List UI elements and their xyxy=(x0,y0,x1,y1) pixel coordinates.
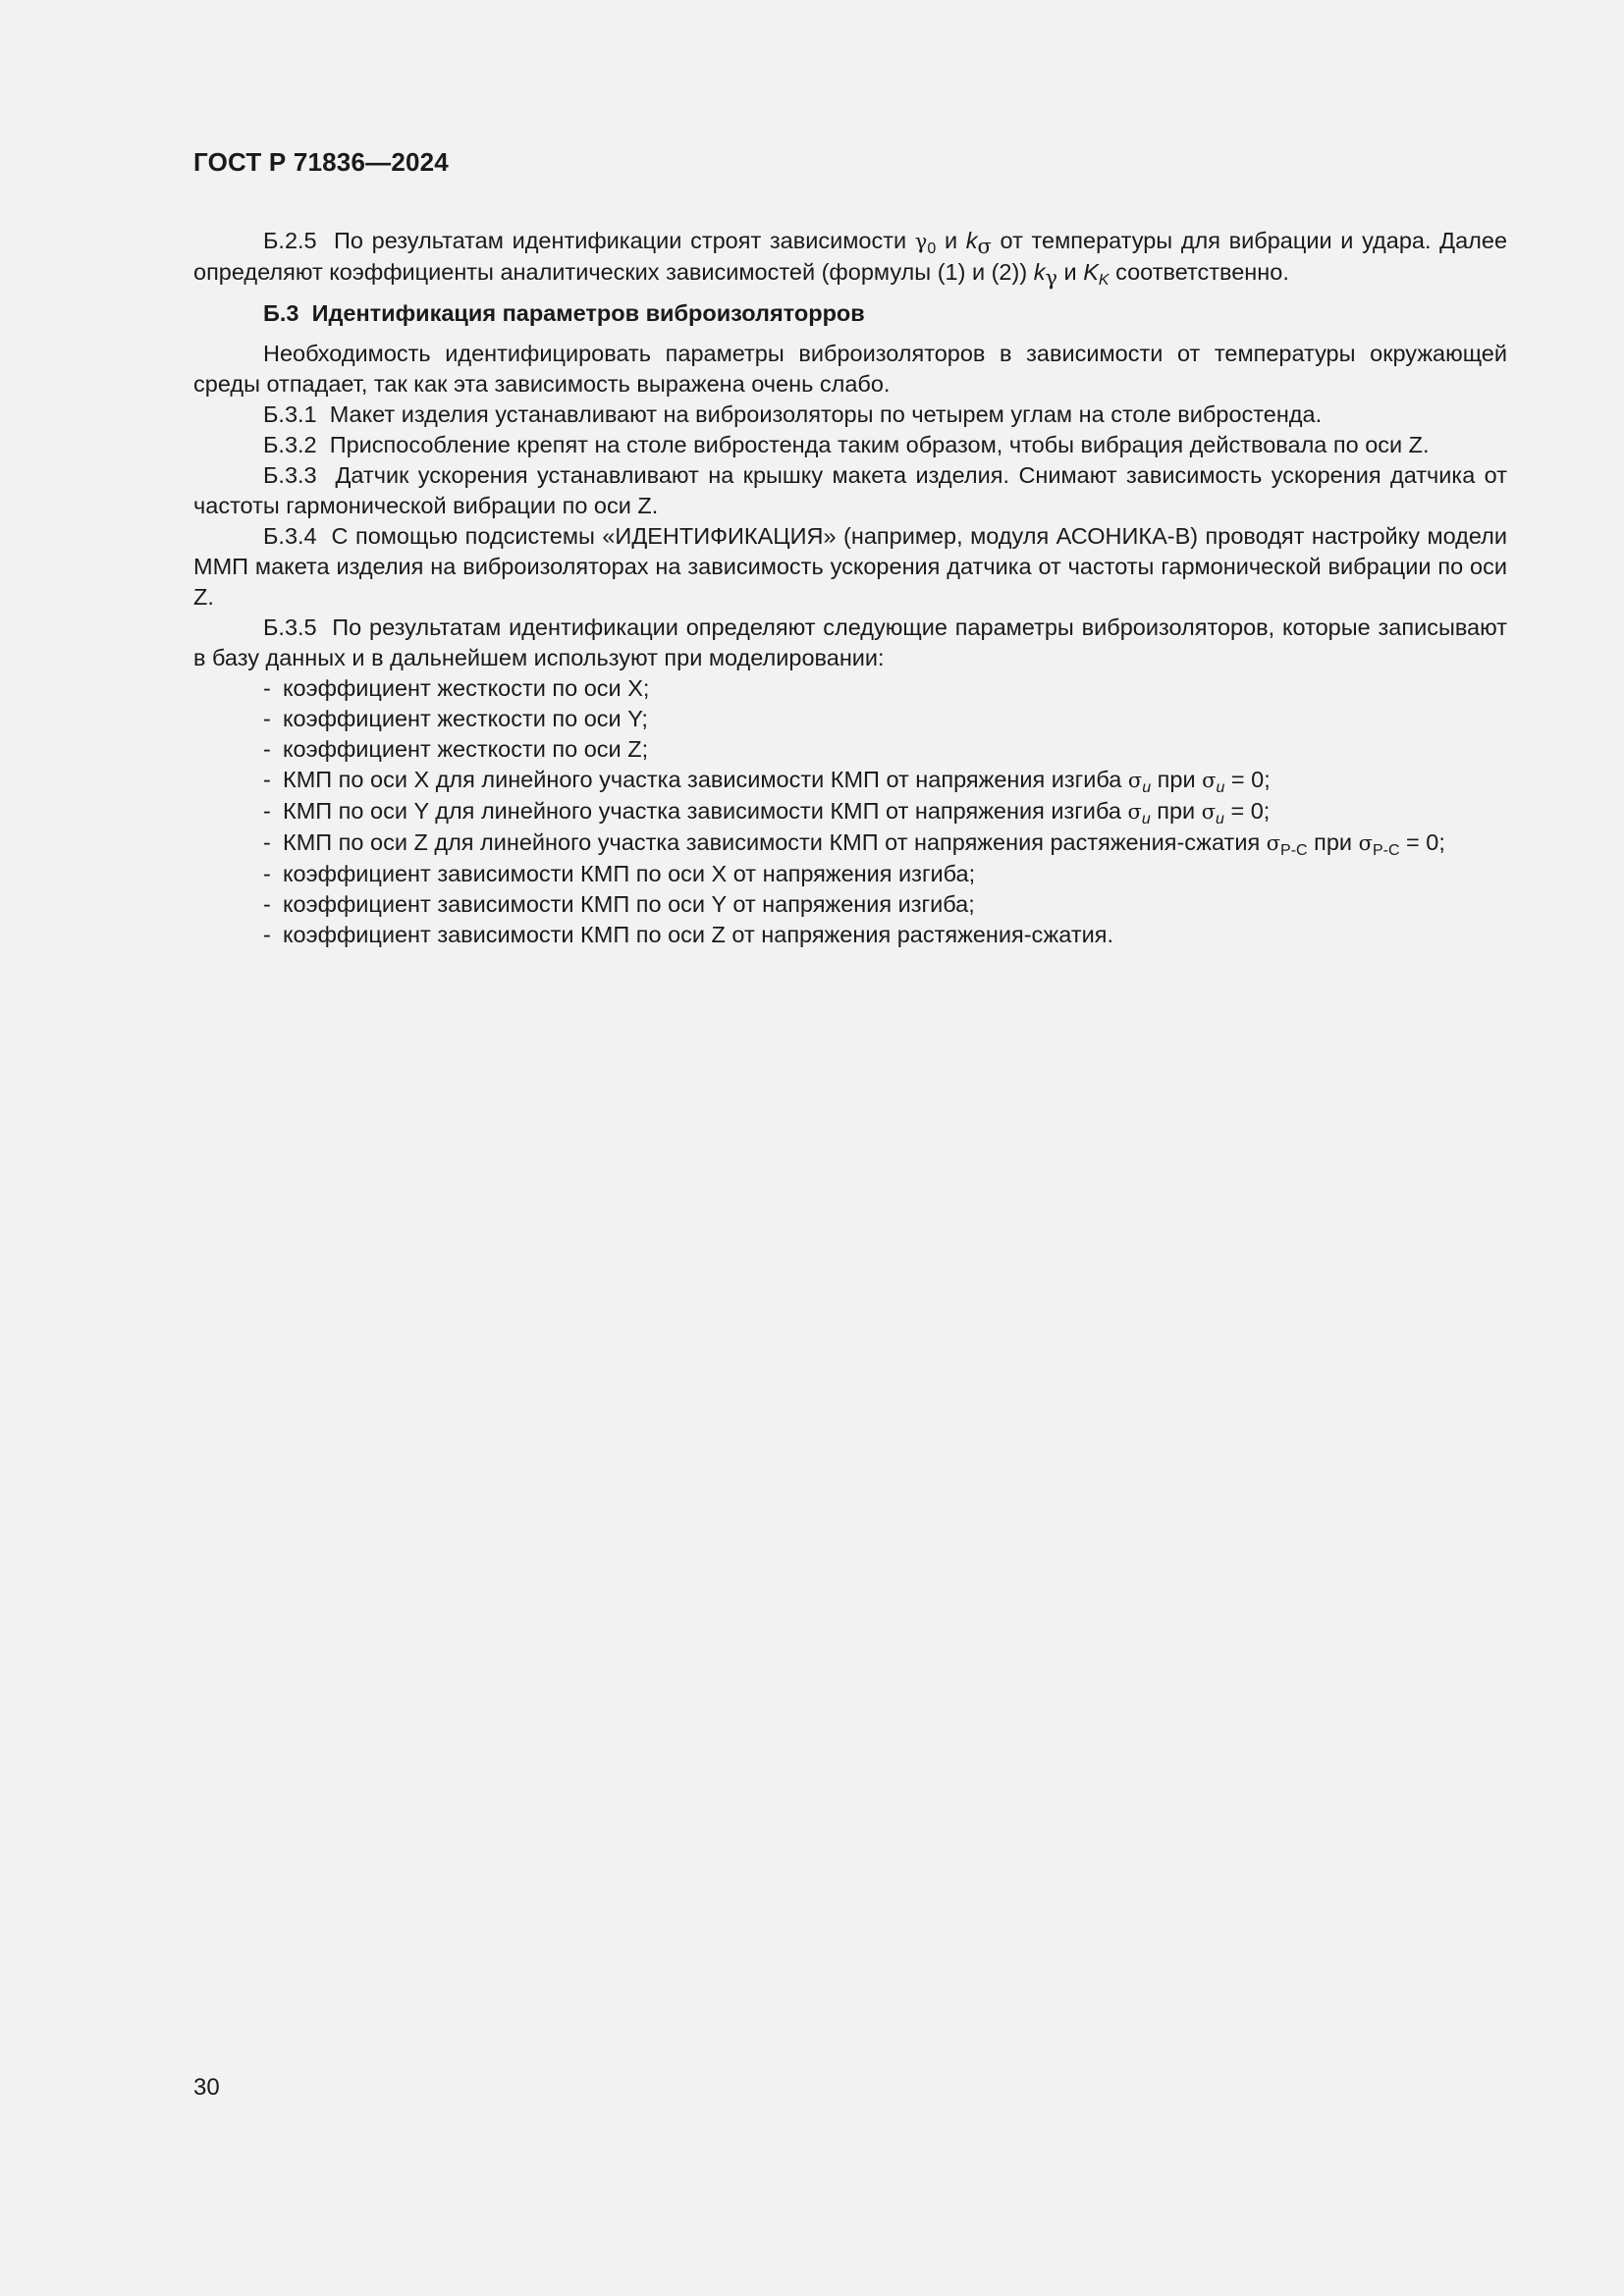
paragraph-b25: Б.2.5 По результатам идентификации строят зависимости $\gamma_0$ и $k_\sigma$ от температуры для вибрации и удара. Далее определяют коэффициенты аналитических зависимостей (формулы (1) и (2)) $k_\gamma$ и $K_K$ соответственно. xyxy=(193,228,1508,290)
paragraph-b34: Б.3.4 С помощью подсистемы «ИДЕНТИФИКАЦИЯ» (например, модуля АСОНИКА-В) проводят настройку модели ММП макета изделия на виброизоляторах на зависимость ускорения датчика от частоты гармонической вибрации по оси Z. xyxy=(193,523,1507,610)
list-item: - КМП по оси Z для линейного участка зависимости КМП от напряжения растяжения-сжатия $\sigma_{Р-С}$ при $\sigma_{Р-С} = 0$; xyxy=(263,829,1445,859)
list-item: - коэффициент жесткости по оси Y; xyxy=(263,706,648,731)
paragraph-b32: Б.3.2 Приспособление крепят на столе вибростенда таким образом, чтобы вибрация действовала по оси Z. xyxy=(263,432,1430,457)
page-body xyxy=(193,226,1507,950)
list-item: - коэффициент жесткости по оси Z; xyxy=(263,736,649,762)
paragraph-b31: Б.3.1 Макет изделия устанавливают на виброизоляторы по четырем углам на столе вибростенда. xyxy=(263,401,1323,427)
document-header: ГОСТ Р 71836—2024 xyxy=(193,147,449,177)
list-item: - коэффициент зависимости КМП по оси Y от напряжения изгиба; xyxy=(263,891,975,917)
page-number: 30 xyxy=(193,2074,220,2101)
list-item: - КМП по оси X для линейного участка зависимости КМП от напряжения изгиба $\sigma_u$ при $\sigma_u = 0$; xyxy=(263,767,1271,796)
clause-label: Б.2.5 xyxy=(263,228,317,253)
paragraph-intro: Необходимость идентифицировать параметры виброизоляторов в зависимости от температуры окружающей среды отпадает, так как эта зависимость выражена очень слабо. xyxy=(193,341,1507,397)
list-item: - КМП по оси Y для линейного участка зависимости КМП от напряжения изгиба $\sigma_u$ при $\sigma_u = 0$; xyxy=(263,798,1271,828)
section-heading-b3: Б.3 Идентификация параметров виброизоляторров xyxy=(263,300,865,326)
paragraph-b35: Б.3.5 По результатам идентификации определяют следующие параметры виброизоляторов, которые записывают в базу данных и в дальнейшем используют при моделировании: xyxy=(193,614,1507,670)
paragraph-b33: Б.3.3 Датчик ускорения устанавливают на крышку макета изделия. Снимают зависимость ускорения датчика от частоты гармонической вибрации по оси Z. xyxy=(193,462,1507,518)
list-item: - коэффициент зависимости КМП по оси X от напряжения изгиба; xyxy=(263,861,976,886)
list-item: - коэффициент зависимости КМП по оси Z от напряжения растяжения-сжатия. xyxy=(263,922,1113,947)
list-item: - коэффициент жесткости по оси X; xyxy=(263,675,650,701)
